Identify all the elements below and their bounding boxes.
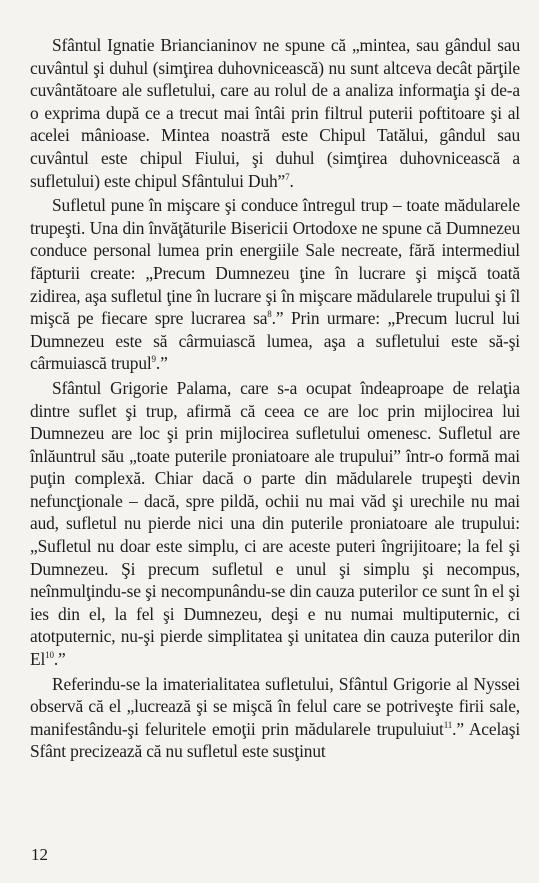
text-run: .” Acelaşi Sfânt precizează că nu sufletul este susţinut (30, 718, 520, 762)
paragraph-suflet-trup (30, 194, 520, 375)
text-run: Sufletul pune în mişcare şi conduce întregul trup – toate mădularele trupeşti. Una din învăţăturile Bisericii Ortodoxe ne spune că Dumnezeu conduce personal lumea prin energiile Sale necreate, fără intermediul făpturii create: „Precum Dumnezeu ţine în lucrare şi mişcă toată zidirea, aşa sufletul ţine în lucrare şi în mişcare mădularele trupului şi îl mişcă pe fiecare spre lucrarea sa (30, 195, 520, 329)
paragraph-nyssa (30, 673, 520, 763)
text-run: Sfântul Grigorie Palama, care s-a ocupat îndeaproape de relaţia dintre suflet şi trup, afirmă că ceea ce are loc prin mijlocirea lui Dumnezeu are loc şi prin mijlocirea sufletului omenesc. Sufletul are înlăuntrul său „toate puterile proniatoare ale trupului” într-o formă mai puţin complexă. Chiar dacă o parte din mădularele trupeşti devin nefuncţionale – dacă, spre pildă, ochii nu mai văd şi urechile nu mai aud, sufletul nu pierde nici una din puterile proniatoare ale trupului: „Sufletul nu doar este simplu, ci are aceste puteri îngrijitoare; la fel şi Dumnezeu. Şi precum sufletul e unul şi simplu şi necompus, neînmulţindu-se şi necompunându-se din cauza puterilor ce sunt în el şi ies din el, la fel şi Dumnezeu, deşi e nu numai multiputernic, ci atotputernic, nu-şi pierde simplitatea şi unitatea din cauza puterilor din El (30, 377, 520, 670)
text-run: . (289, 170, 294, 191)
text-run: .” (155, 353, 168, 374)
footnote-marker: 9 (151, 354, 156, 365)
footnote-marker: 10 (45, 650, 54, 661)
footnote-marker: 8 (267, 309, 272, 320)
text-run: .” (53, 649, 66, 670)
footnote-marker: 7 (285, 171, 290, 182)
text-run: Referindu-se la imaterialitatea sufletului, Sfântul Grigorie al Nyssei observă că el „lucrează şi se mişcă în felul care se potriveşte firii sale, manifestându-şi feluritele emoţii prin mădularele trupuluiut (30, 673, 520, 739)
footnote-marker: 11 (443, 720, 453, 731)
paragraph-ignatie (30, 34, 520, 192)
page-number: 12 (31, 845, 48, 864)
text-run: Sfântul Ignatie Briancianinov ne spune că „mintea, sau gândul sau cuvântul şi duhul (simţirea duhovnicească) nu sunt altceva decât părţile cuvântătoare ale sufletului, care au rolul de a analiza informaţia şi de-a o exprima după ce a trecut mai întâi prin filtrul puterii poftitoare şi al acelei mânioase. Mintea noastră este Chipul Tatălui, gândul sau cuvântul este chipul Fiului, şi duhul (simţirea duhovnicească a sufletului) este chipul Sfântului Duh” (30, 35, 520, 191)
text-run: .” Prin urmare: „Precum lucrul lui Dumnezeu este să cârmuiască lumea, aşa a sufletului este să-şi cârmuiască trupul (30, 308, 520, 374)
body-text (30, 34, 520, 763)
paragraph-palama (30, 377, 520, 671)
